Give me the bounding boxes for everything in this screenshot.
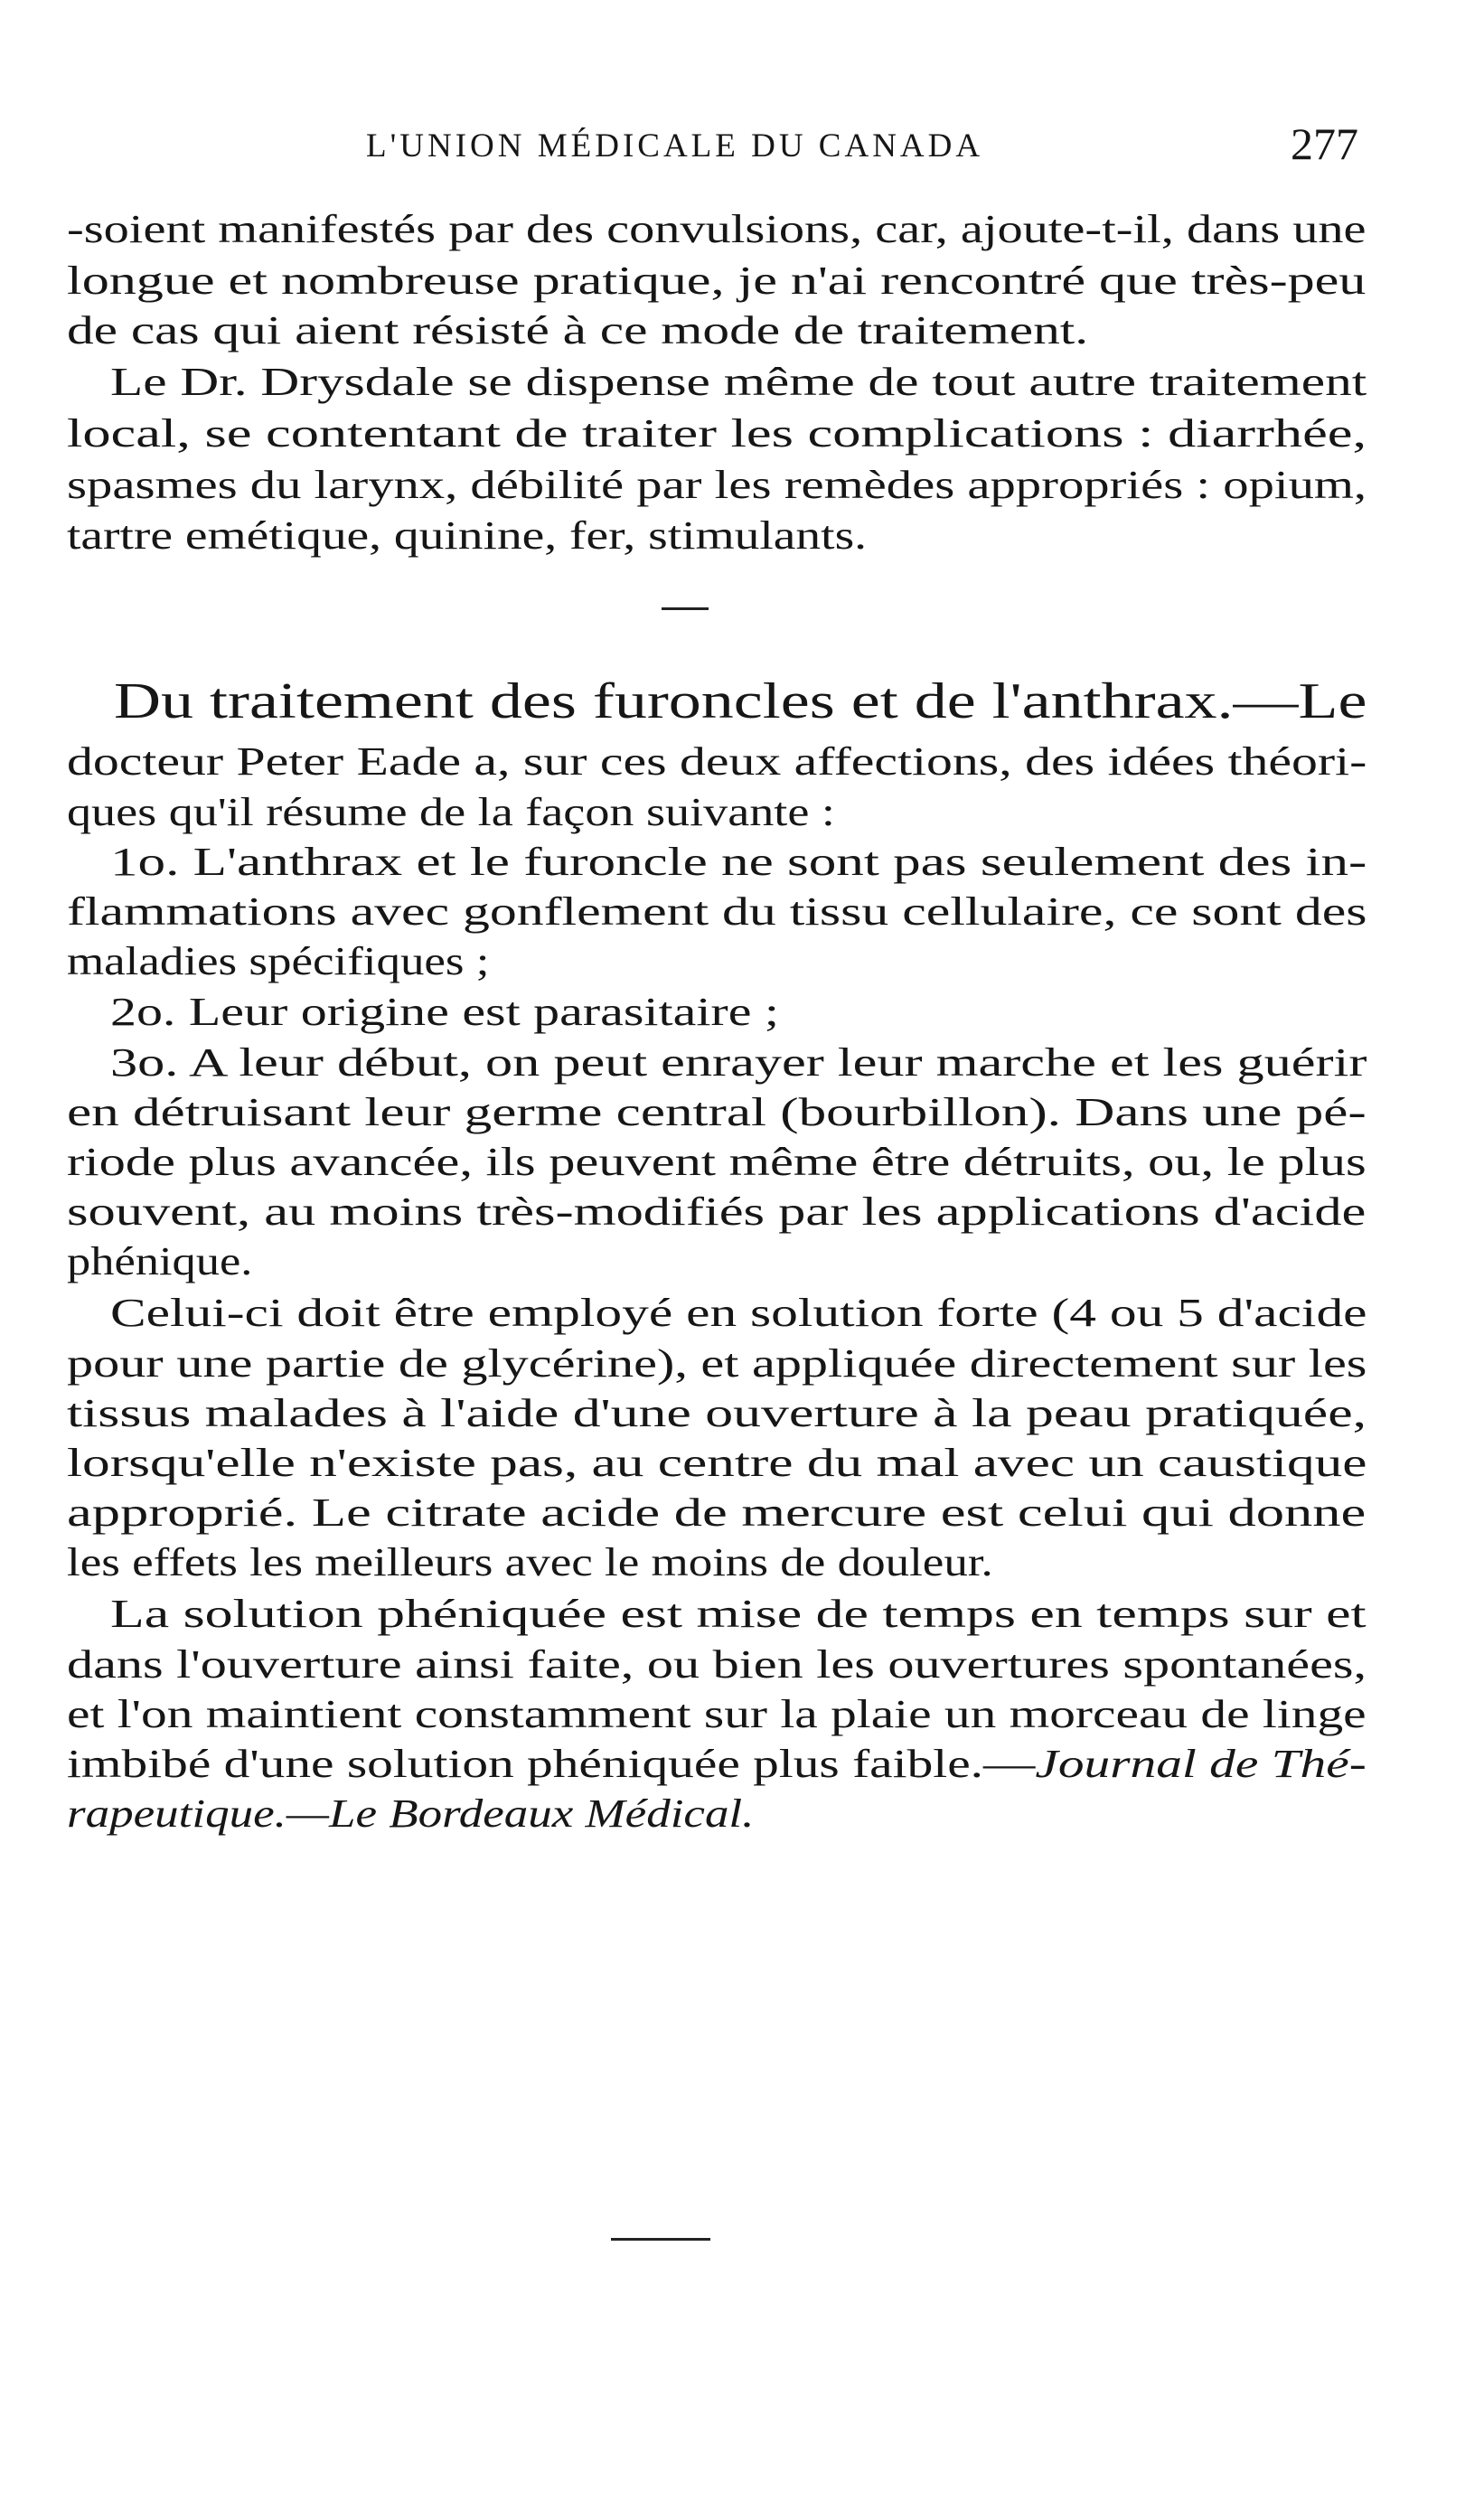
text-line: riode plus avancée, ils peuvent même être détruits, ou, le plus [67,1140,1367,1184]
text-line: pour une partie de glycérine), et appliquée directement sur les [67,1341,1367,1386]
source-citation: rapeutique.—Le Bordeaux Médical. [67,1791,755,1836]
text-line: lorsqu'elle n'existe pas, au centre du mal avec un caustique [67,1441,1367,1485]
article-heading-tail: —Le [1233,673,1367,729]
text-span: imbibé d'une solution phéniquée plus faible.— [67,1742,1036,1786]
text-line [67,1739,1367,1790]
text-line: souvent, au moins très-modifiés par les applications d'acide [67,1189,1367,1234]
page-header [0,112,1484,184]
text-line: 3o. A leur début, on peut enrayer leur marche et les guérir [110,1040,1367,1085]
text-line: longue et nombreuse pratique, je n'ai rencontré que très-peu [67,259,1367,303]
running-head: L'UNION MÉDICALE DU CANADA [366,127,984,165]
end-separator [611,2238,710,2241]
article-heading-line [114,672,1367,730]
journal-title: Journal de Thé- [1035,1742,1367,1786]
text-line: docteur Peter Eade a, sur ces deux affections, des idées théori- [67,739,1367,784]
text-line: tartre emétique, quinine, fer, stimulants. [67,513,868,558]
text-line: approprié. Le citrate acide de mercure est celui qui donne [67,1490,1367,1535]
text-line: spasmes du larynx, débilité par les remèdes appropriés : opium, [67,463,1367,507]
text-line: maladies spécifiques ; [67,939,490,983]
text-line: dans l'ouverture ainsi faite, ou bien les ouvertures spontanées, [67,1642,1367,1687]
article-heading: Du traitement des furoncles et de l'anthrax. [114,673,1234,729]
text-line: Le Dr. Drysdale se dispense même de tout autre traitement [110,360,1367,404]
page-number: 277 [1291,118,1358,169]
text-line: La solution phéniquée est mise de temps en temps sur et [110,1592,1367,1636]
text-line: phénique. [67,1239,253,1283]
text-line: les effets les meilleurs avec le moins de douleur. [67,1540,993,1584]
text-line: 1o. L'anthrax et le furoncle ne sont pas seulement des in- [110,840,1367,884]
text-line: Celui-ci doit être employé en solution forte (4 ou 5 d'acide [110,1291,1367,1335]
text-line: et l'on maintient constamment sur la plaie un morceau de linge [67,1692,1367,1736]
text-line: flammations avec gonflement du tissu cellulaire, ce sont des [67,889,1367,934]
text-line: local, se contentant de traiter les complications : diarrhée, [67,411,1367,456]
text-line: ques qu'il résume de la façon suivante : [67,790,835,834]
text-line: -soient manifestés par des convulsions, car, ajoute-t-il, dans une [67,207,1367,251]
text-line: 2o. Leur origine est parasitaire ; [110,990,780,1034]
text-line: de cas qui aient résisté à ce mode de traitement. [67,308,1089,353]
text-line: en détruisant leur germe central (bourbillon). Dans une pé- [67,1090,1367,1134]
section-separator [662,607,709,610]
text-line: tissus malades à l'aide d'une ouverture à la peau pratiquée, [67,1391,1367,1435]
